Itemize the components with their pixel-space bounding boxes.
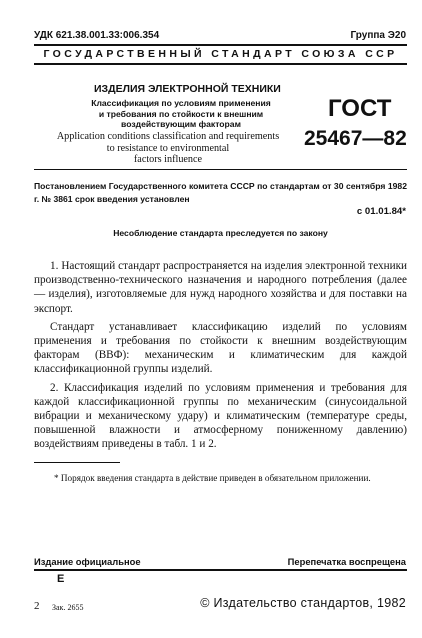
- header-rule-top: [34, 44, 407, 46]
- reprint-prohibited: Перепечатка воспрещена: [287, 556, 406, 567]
- subtitle-en-line: factors influence: [133, 154, 203, 166]
- group-code: Группа Э20: [350, 30, 406, 41]
- subtitle-ru-line: Классификация по условиям применения: [91, 98, 271, 108]
- print-order: Зак. 2655: [52, 603, 84, 612]
- body-paragraph: Стандарт устанавливает классификацию изделий по условиям применения и требования по стойкости к внешним воздействующим факторам (ВВФ): механическим и климатическим для каждой классификационной группы изделий.: [34, 320, 407, 376]
- effective-date: с 01.01.84*: [356, 206, 406, 217]
- body-paragraph: 2. Классификация изделий по условиям применения и требования для каждой классификационной группы по механическим (синусоидальной вибрации и механическому удару) и климатическим (температуре среды, повышенной влажности и атмосферному пониженному давлению) воздействиям приведены в табл. 1 и 2.: [34, 381, 407, 451]
- decree-text: Постановлением Государственного комитета СССР по стандартам от 30 сентября 1982 г. № 3861 срок введения установлен: [34, 181, 407, 204]
- edition-letter: E: [57, 573, 65, 585]
- body-paragraph: 1. Настоящий стандарт распространяется на изделия электронной техники производственно-технического назначения и народного потребления (далее — изделия), изготовляемые для нужд народного хозяйства и для поставки на экспорт.: [34, 260, 407, 315]
- official-edition: Издание официальное: [34, 556, 141, 567]
- footnote: * Порядок введения стандарта в действие приведен в обязательном приложении.: [54, 473, 371, 483]
- header-rule-bottom: [34, 63, 407, 65]
- gost-label: ГОСТ: [328, 95, 392, 122]
- subtitle-ru-line: и требования по стойкости к внешним: [98, 108, 264, 119]
- subtitle-ru-line: воздействующим факторам: [121, 119, 241, 130]
- document-title: ИЗДЕЛИЯ ЭЛЕКТРОННОЙ ТЕХНИКИ: [94, 83, 281, 95]
- standard-banner: ГОСУДАРСТВЕННЫЙ СТАНДАРТ СОЮЗА ССР: [43, 48, 398, 60]
- footnote-rule: [34, 462, 120, 463]
- page-number: 2: [34, 600, 40, 612]
- subtitle-en-line: to resistance to environmental: [106, 142, 230, 154]
- title-rule: [34, 169, 407, 170]
- copyright: © Издательство стандартов, 1982: [200, 596, 406, 610]
- body-text: [34, 259, 407, 452]
- subtitle-ru: [56, 98, 306, 130]
- udk-code: УДК 621.38.001.33:006.354: [34, 30, 160, 41]
- gost-number: 25467—82: [304, 127, 407, 150]
- footer-rule: [34, 569, 407, 571]
- subtitle-en-line: Application conditions classification and requirements: [56, 131, 280, 142]
- law-warning: Несоблюдение стандарта преследуется по закону: [113, 228, 328, 238]
- subtitle-en: [40, 131, 296, 166]
